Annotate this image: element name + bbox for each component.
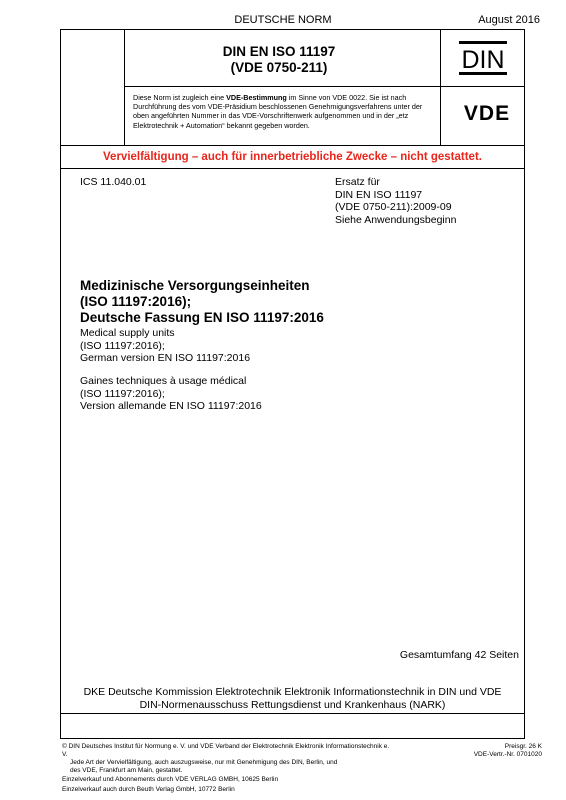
title-line: (ISO 11197:2016);: [80, 387, 165, 400]
sales-line: Einzelverkauf auch durch Beuth Verlag GmbH, 10772 Berlin: [62, 786, 235, 793]
sales-line: Einzelverkauf und Abonnements durch VDE VERLAG GMBH, 10625 Berlin: [62, 776, 279, 783]
logo-column-divider: [440, 29, 441, 145]
svg-text:VDE: VDE: [463, 103, 511, 123]
left-column-divider: [124, 29, 125, 145]
title-line: Deutsche Fassung EN ISO 11197:2016: [80, 310, 324, 325]
total-pages: Gesamtumfang 42 Seiten: [399, 649, 519, 661]
title-line: Version allemande EN ISO 11197:2016: [80, 400, 262, 412]
warning-divider: [60, 168, 525, 169]
replacement-line: Ersatz für: [335, 176, 380, 188]
french-title: [80, 375, 262, 413]
copyright-notice: [62, 743, 392, 794]
replacement-line: DIN EN ISO 11197: [335, 188, 423, 201]
english-title: [80, 327, 250, 365]
copyright-line: Jede Art der Vervielfältigung, auch auszugsweise, nur mit Genehmigung des DIN, Berlin, und: [70, 759, 338, 766]
header-bottom-divider: [60, 145, 525, 146]
header-divider: [124, 86, 525, 87]
title-line: German version EN ISO 11197:2016: [80, 352, 251, 364]
svg-text:DIN: DIN: [461, 46, 505, 74]
title-line: (ISO 11197:2016);: [80, 339, 165, 352]
title-line: Medical supply units: [80, 327, 175, 339]
vde-regulation-note: Diese Norm ist zugleich eine VDE-Bestimmung im Sinne von VDE 0022. Sie ist nach Durchführung des vom VDE-Präsidium beschlossenen Genehmigungsverfahrens unter der oben angeführten Nummer in das VDE-Vorschriftenwerk aufgenommen und in der „etz Elektrotechnik + Automation“ bekannt gegeben worden.: [133, 93, 423, 130]
vde-classification: (VDE 0750-211): [230, 60, 328, 75]
price-group: Preisgr. 26 K: [504, 743, 542, 750]
committee-info: [60, 686, 525, 712]
title-line: Gaines techniques à usage médical: [80, 375, 247, 387]
replacement-line: Siehe Anwendungsbeginn: [335, 213, 457, 226]
title-line: Medizinische Versorgungseinheiten: [80, 278, 310, 293]
din-logo: [458, 40, 508, 76]
pricing-info: [474, 743, 542, 759]
copyright-line: © DIN Deutsches Institut für Normung e. V. und VDE Verband der Elektrotechnik Elektronik Informationstechnik e. V.: [62, 743, 390, 758]
replacement-line: (VDE 0750-211):2009-09: [335, 201, 452, 213]
standard-number: DIN EN ISO 11197: [222, 44, 336, 59]
committee-line: DIN-Normenausschuss Rettungsdienst und Krankenhaus (NARK): [139, 699, 446, 711]
reproduction-warning: Vervielfältigung – auch für innerbetriebliche Zwecke – nicht gestattet.: [103, 151, 482, 163]
vde-sales-number: VDE-Vertr.-Nr. 0701020: [473, 751, 542, 758]
committee-line: DKE Deutsche Kommission Elektrotechnik Elektronik Informationstechnik in DIN und VDE: [83, 686, 502, 698]
copyright-line: des VDE, Frankfurt am Main, gestattet.: [70, 767, 183, 774]
document-type-label: DEUTSCHE NORM: [234, 14, 332, 26]
footer-divider: [60, 713, 525, 714]
replacement-info: [335, 176, 456, 226]
title-line: (ISO 11197:2016);: [80, 294, 192, 309]
german-title: [80, 278, 324, 326]
publication-date: August 2016: [478, 14, 540, 26]
vde-logo: [454, 103, 520, 123]
ics-code: ICS 11.040.01: [80, 176, 147, 188]
